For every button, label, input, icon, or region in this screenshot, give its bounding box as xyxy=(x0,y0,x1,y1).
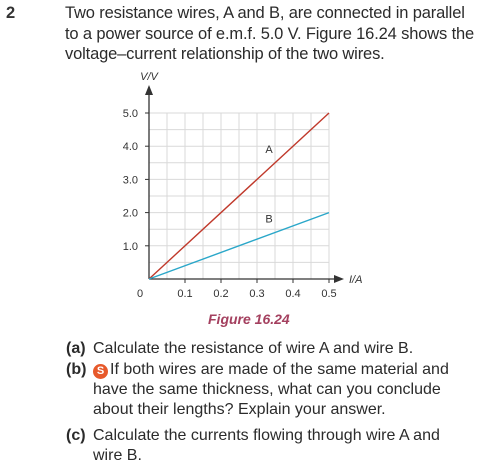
stem-line: voltage–current relationship of the two wires. xyxy=(65,45,385,63)
stem-line: Two resistance wires, A and B, are connected in parallel xyxy=(65,4,465,22)
y-axis-arrow-icon xyxy=(145,85,153,95)
part-label: (c) xyxy=(66,427,86,444)
y-tick-label: 5.0 xyxy=(122,108,138,120)
series-label-b: B xyxy=(265,213,273,226)
x-tick-label: 0.3 xyxy=(249,288,265,300)
part-b xyxy=(66,360,449,420)
question-number: 2 xyxy=(6,4,16,22)
part-text: Calculate the resistance of wire A and wire B. xyxy=(93,340,414,357)
y-tick-label: 4.0 xyxy=(122,141,138,154)
part-a xyxy=(66,339,413,359)
part-text: If both wires are made of the same material and xyxy=(110,361,449,378)
part-label: (a) xyxy=(66,340,86,357)
part-c xyxy=(66,426,440,466)
x-tick-label: 0.1 xyxy=(177,288,193,300)
part-text: Calculate the currents flowing through wire A and xyxy=(93,427,440,444)
x-tick-label: 0.2 xyxy=(213,288,229,300)
stretch-badge-icon: S xyxy=(93,364,108,379)
y-tick-label: 2.0 xyxy=(122,207,138,220)
x-axis-label: I/A xyxy=(349,274,363,286)
stem-line: to a power source of e.m.f. 5.0 V. Figure 16.24 shows the xyxy=(65,24,475,43)
part-label: (b) xyxy=(66,361,87,378)
y-tick-label: 1.0 xyxy=(122,240,138,253)
x-axis-arrow-icon xyxy=(334,275,344,283)
x-tick-label: 0 xyxy=(136,288,144,300)
part-text: have the same thickness, what can you conclude xyxy=(93,381,441,398)
y-axis-label: V/V xyxy=(140,71,158,83)
series-label-a: A xyxy=(265,143,273,156)
part-text: about their lengths? Explain your answer. xyxy=(93,401,386,418)
y-tick-label: 3.0 xyxy=(122,174,138,187)
figure-caption: Figure 16.24 xyxy=(208,311,290,327)
part-text: wire B. xyxy=(93,447,142,464)
x-tick-label: 0.5 xyxy=(321,288,337,300)
x-tick-label: 0.4 xyxy=(285,288,301,300)
